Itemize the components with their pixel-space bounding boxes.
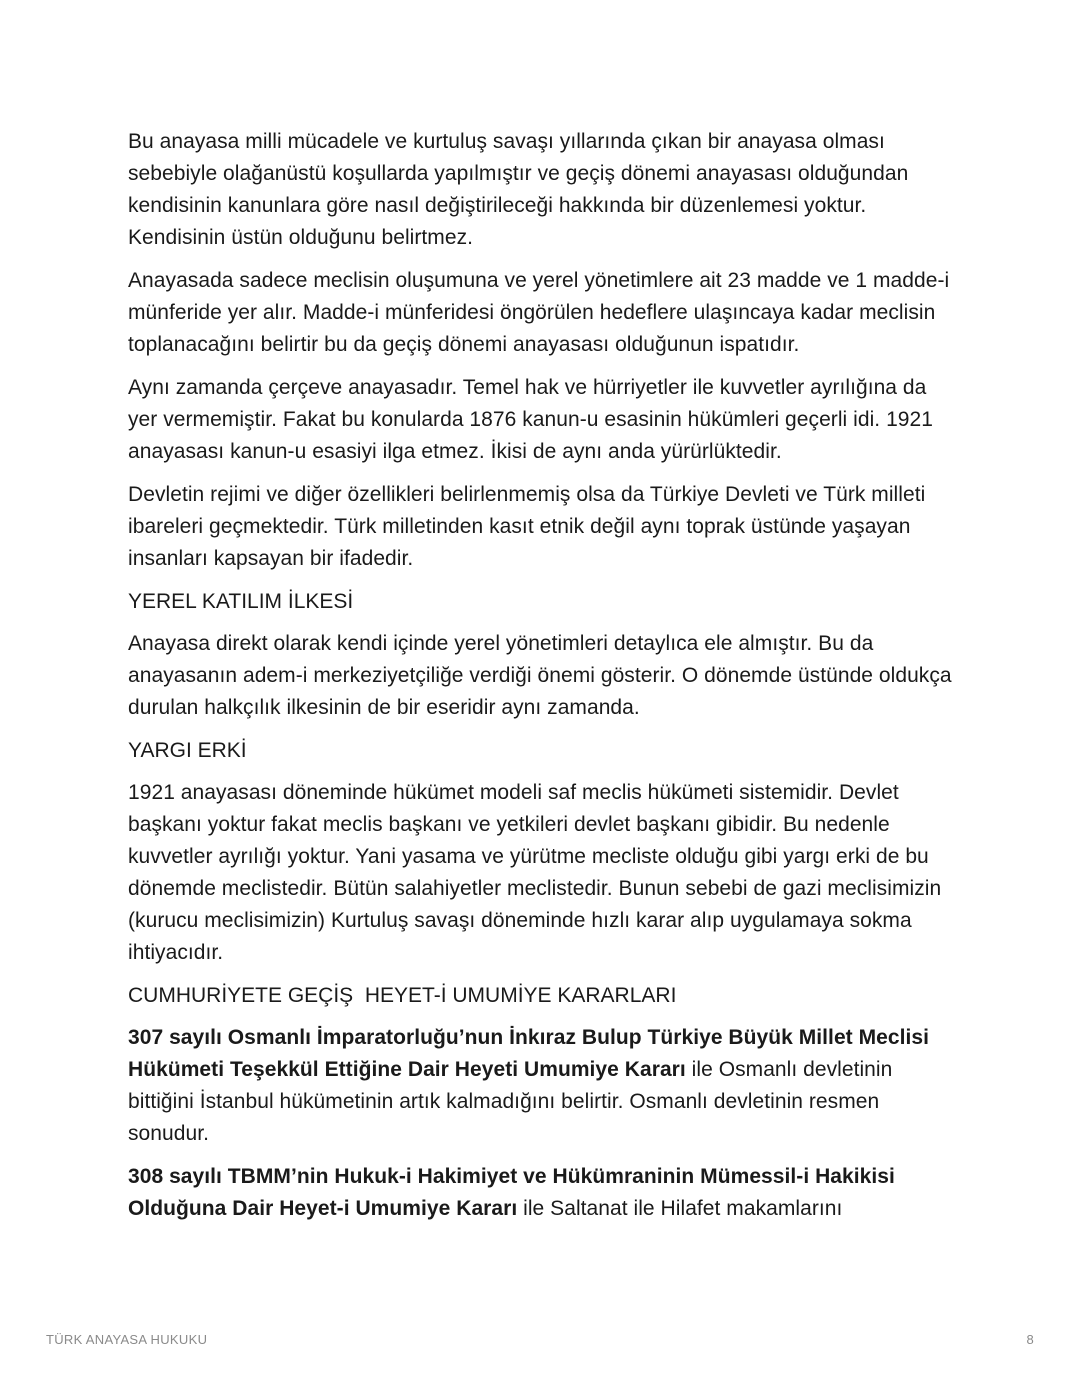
section-heading-yargi-erki: YARGI ERKİ <box>128 739 247 762</box>
section-heading-cumhuriyete-gecis: CUMHURİYETE GEÇİŞ HEYET-İ UMUMİYE KARARLARI <box>128 984 677 1007</box>
paragraph-5: Anayasa direkt olarak kendi içinde yerel yönetimleri detaylıca ele almıştır. Bu da anayasanın adem-i merkeziyetçiliğe verdiği önemi gösterir. O dönemde üstünde oldukça durulan halkçılık ilkesinin de bir eseridir aynı zamanda. <box>128 632 952 719</box>
paragraph-3: Aynı zamanda çerçeve anayasadır. Temel hak ve hürriyetler ile kuvvetler ayrılığına da yer vermemiştir. Fakat bu konularda 1876 kanun-u esasinin hükümleri geçerli idi. 1921 anayasası kanun-u esasiyi ilga etmez. İkisi de aynı anda yürürlüktedir. <box>128 376 933 463</box>
decision-308-title: 308 sayılı TBMM’nin Hukuk-i Hakimiyet ve Hükümraninin Mümessil-i Hakikisi Olduğuna Dair Heyet-i Umumiye Kararı <box>128 1165 895 1220</box>
decision-308-description: ile Saltanat ile Hilafet makamlarını <box>517 1197 843 1220</box>
paragraph-8 <box>128 1161 958 1225</box>
decision-307-title: 307 sayılı Osmanlı İmparatorluğu’nun İnkıraz Bulup Türkiye Büyük Millet Meclisi Hükümeti Teşekkül Ettiğine Dair Heyeti Umumiye Kararı <box>128 1026 929 1081</box>
page-content <box>128 126 958 1236</box>
page-footer <box>46 1332 1034 1352</box>
footer-title: TÜRK ANAYASA HUKUKU <box>46 1332 208 1347</box>
paragraph-7 <box>128 1022 958 1150</box>
paragraph-6: 1921 anayasası döneminde hükümet modeli saf meclis hükümeti sistemidir. Devlet başkanı yoktur fakat meclis başkanı ve yetkileri devlet başkanı gibidir. Bu nedenle kuvvetler ayrılığı yoktur. Yani yasama ve yürütme mecliste olduğu gibi yargı erki de bu dönemde meclistedir. Bütün salahiyetler meclistedir. Bunun sebebi de gazi meclisimizin (kurucu meclisimizin) Kurtuluş savaşı döneminde hızlı karar alıp uygulamaya sokma ihtiyacıdır. <box>128 781 942 964</box>
paragraph-1: Bu anayasa milli mücadele ve kurtuluş savaşı yıllarında çıkan bir anayasa olması sebebiyle olağanüstü koşullarda yapılmıştır ve geçiş dönemi anayasası olduğundan kendisinin kanunlara göre nasıl değiştirileceği hakkında bir düzenlemesi yoktur. Kendisinin üstün olduğunu belirtmez. <box>128 130 909 249</box>
section-heading-yerel-katilim: YEREL KATILIM İLKESİ <box>128 590 354 613</box>
page-number: 8 <box>1026 1332 1034 1347</box>
paragraph-2: Anayasada sadece meclisin oluşumuna ve yerel yönetimlere ait 23 madde ve 1 madde-i münferide yer alır. Madde-i münferidesi öngörülen hedeflere ulaşıncaya kadar meclisin toplanacağını belirtir bu da geçiş dönemi anayasası olduğunun ispatıdır. <box>128 269 950 356</box>
decision-307-description: ile Osmanlı devletinin bittiğini İstanbul hükümetinin artık kalmadığını belirtir. Osmanlı devletinin resmen sonudur. <box>128 1058 893 1145</box>
paragraph-4: Devletin rejimi ve diğer özellikleri belirlenmemiş olsa da Türkiye Devleti ve Türk milleti ibareleri geçmektedir. Türk milletinden kasıt etnik değil aynı toprak üstünde yaşayan insanları kapsayan bir ifadedir. <box>128 483 926 570</box>
